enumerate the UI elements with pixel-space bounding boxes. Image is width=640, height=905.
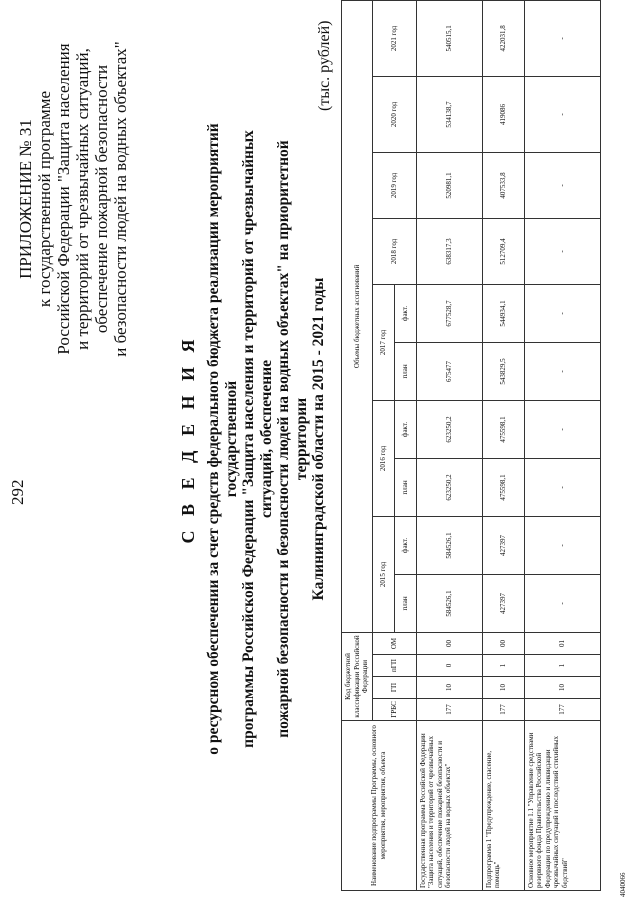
heading-line: программы Российской Федерации "Защита населения и территорий от чрезвычайных ситуаций, обеспечение — [240, 130, 275, 748]
value-cell: - — [524, 76, 600, 152]
value-cell: 623250,2 — [416, 458, 482, 516]
page-number: 292 — [8, 479, 27, 505]
value-cell: 520981,1 — [416, 152, 482, 218]
code-cell: 01 — [524, 632, 600, 654]
row-name: Подпрограмма 1 "Предупреждение, спасение, помощь" — [482, 721, 524, 891]
header-year-2015: 2015 год — [372, 516, 394, 632]
value-cell: - — [524, 342, 600, 400]
heading-line: о ресурсном обеспечении за счет средств федерального бюджета реализации мероприятий государственной — [205, 123, 240, 755]
header-code-pgp: пГП — [372, 655, 416, 677]
header-fact: факт. — [394, 284, 416, 342]
value-cell: 475598,1 — [482, 458, 524, 516]
appendix-line: и территорий от чрезвычайных ситуаций, — [73, 48, 92, 350]
header-plan: план — [394, 574, 416, 632]
code-cell: 1 — [524, 655, 600, 677]
value-cell: - — [524, 218, 600, 284]
value-cell: 512709,4 — [482, 218, 524, 284]
value-cell: 584526,1 — [416, 574, 482, 632]
header-name: Наименование подпрограммы Программы, основного мероприятия, мероприятия, объекта — [342, 721, 417, 891]
heading-title: С В Е Д Е Н И Я — [178, 334, 198, 544]
value-cell: 638317,3 — [416, 218, 482, 284]
value-cell: 427397 — [482, 516, 524, 574]
header-year-2019: 2019 год — [372, 152, 416, 218]
value-cell: 534138,7 — [416, 76, 482, 152]
value-cell: - — [524, 574, 600, 632]
header-code-group: Код бюджетной классификации Российской Федерации — [342, 632, 373, 720]
value-cell: 540515,1 — [416, 0, 482, 76]
header-code-grbs: ГРБС — [372, 699, 416, 721]
header-code-om: ОМ — [372, 632, 416, 654]
value-cell: - — [524, 516, 600, 574]
header-fact: факт. — [394, 400, 416, 458]
header-year-2017: 2017 год — [372, 284, 394, 400]
budget-table — [341, 0, 601, 891]
code-cell: 177 — [524, 699, 600, 721]
appendix-line: обеспечение пожарной безопасности — [92, 64, 111, 334]
value-cell: 623250,2 — [416, 400, 482, 458]
header-plan: план — [394, 342, 416, 400]
document-heading — [178, 99, 328, 779]
row-name: Основное мероприятие 1.1 "Управление средствами резервного фонда Правительства Российской Федерации по предупреждению и ликвидации чрезвычайных ситуаций и последствий стихийных бедствий" — [524, 721, 600, 891]
value-cell: 675477 — [416, 342, 482, 400]
code-cell: 00 — [416, 632, 482, 654]
heading-line: пожарной безопасности и безопасности людей на водных объектах" на приоритетной территории — [275, 140, 310, 738]
header-year-2021: 2021 год — [372, 0, 416, 76]
appendix-line: Российской Федерации "Защита населения — [54, 43, 73, 355]
table-row — [482, 0, 524, 890]
code-cell: 10 — [482, 677, 524, 699]
header-year-2016: 2016 год — [372, 400, 394, 516]
code-cell: 177 — [416, 699, 482, 721]
header-volume-group: Объемы бюджетных ассигнований — [342, 0, 373, 632]
value-cell: - — [524, 152, 600, 218]
value-cell: - — [524, 0, 600, 76]
appendix-title: ПРИЛОЖЕНИЕ № 31 — [16, 119, 35, 279]
heading-line: Калининградской области на 2015 - 2021 годы — [310, 277, 327, 601]
row-name: Государственная программа Российской Федерации "Защита населения и территорий от чрезвычайных ситуаций, обеспечение пожарной безопасности и безопасности людей на водных объектах" — [416, 721, 482, 891]
code-cell: 10 — [416, 677, 482, 699]
code-cell: 1 — [482, 655, 524, 677]
value-cell: 677528,7 — [416, 284, 482, 342]
value-cell: 475598,1 — [482, 400, 524, 458]
code-cell: 00 — [482, 632, 524, 654]
appendix-line: и безопасности людей на водных объектах" — [111, 41, 130, 357]
value-cell: 544934,1 — [482, 284, 524, 342]
value-cell: 419086 — [482, 76, 524, 152]
value-cell: 422031,8 — [482, 0, 524, 76]
value-cell: - — [524, 284, 600, 342]
header-year-2020: 2020 год — [372, 76, 416, 152]
value-cell: 584526,1 — [416, 516, 482, 574]
value-cell: 427397 — [482, 574, 524, 632]
appendix-block — [16, 0, 130, 419]
header-year-2018: 2018 год — [372, 218, 416, 284]
code-cell: 177 — [482, 699, 524, 721]
table-row — [416, 0, 482, 890]
value-cell: 407533,8 — [482, 152, 524, 218]
code-cell: 0 — [416, 655, 482, 677]
value-cell: 543829,5 — [482, 342, 524, 400]
header-fact: факт. — [394, 516, 416, 574]
units-label: (тыс. рублей) — [316, 20, 333, 111]
header-code-gp: ГП — [372, 677, 416, 699]
table-row — [524, 0, 600, 890]
code-cell: 10 — [524, 677, 600, 699]
header-plan: план — [394, 458, 416, 516]
value-cell: - — [524, 400, 600, 458]
value-cell: - — [524, 458, 600, 516]
document-code: 4040066 — [619, 872, 627, 897]
appendix-line: к государственной программе — [35, 90, 54, 308]
